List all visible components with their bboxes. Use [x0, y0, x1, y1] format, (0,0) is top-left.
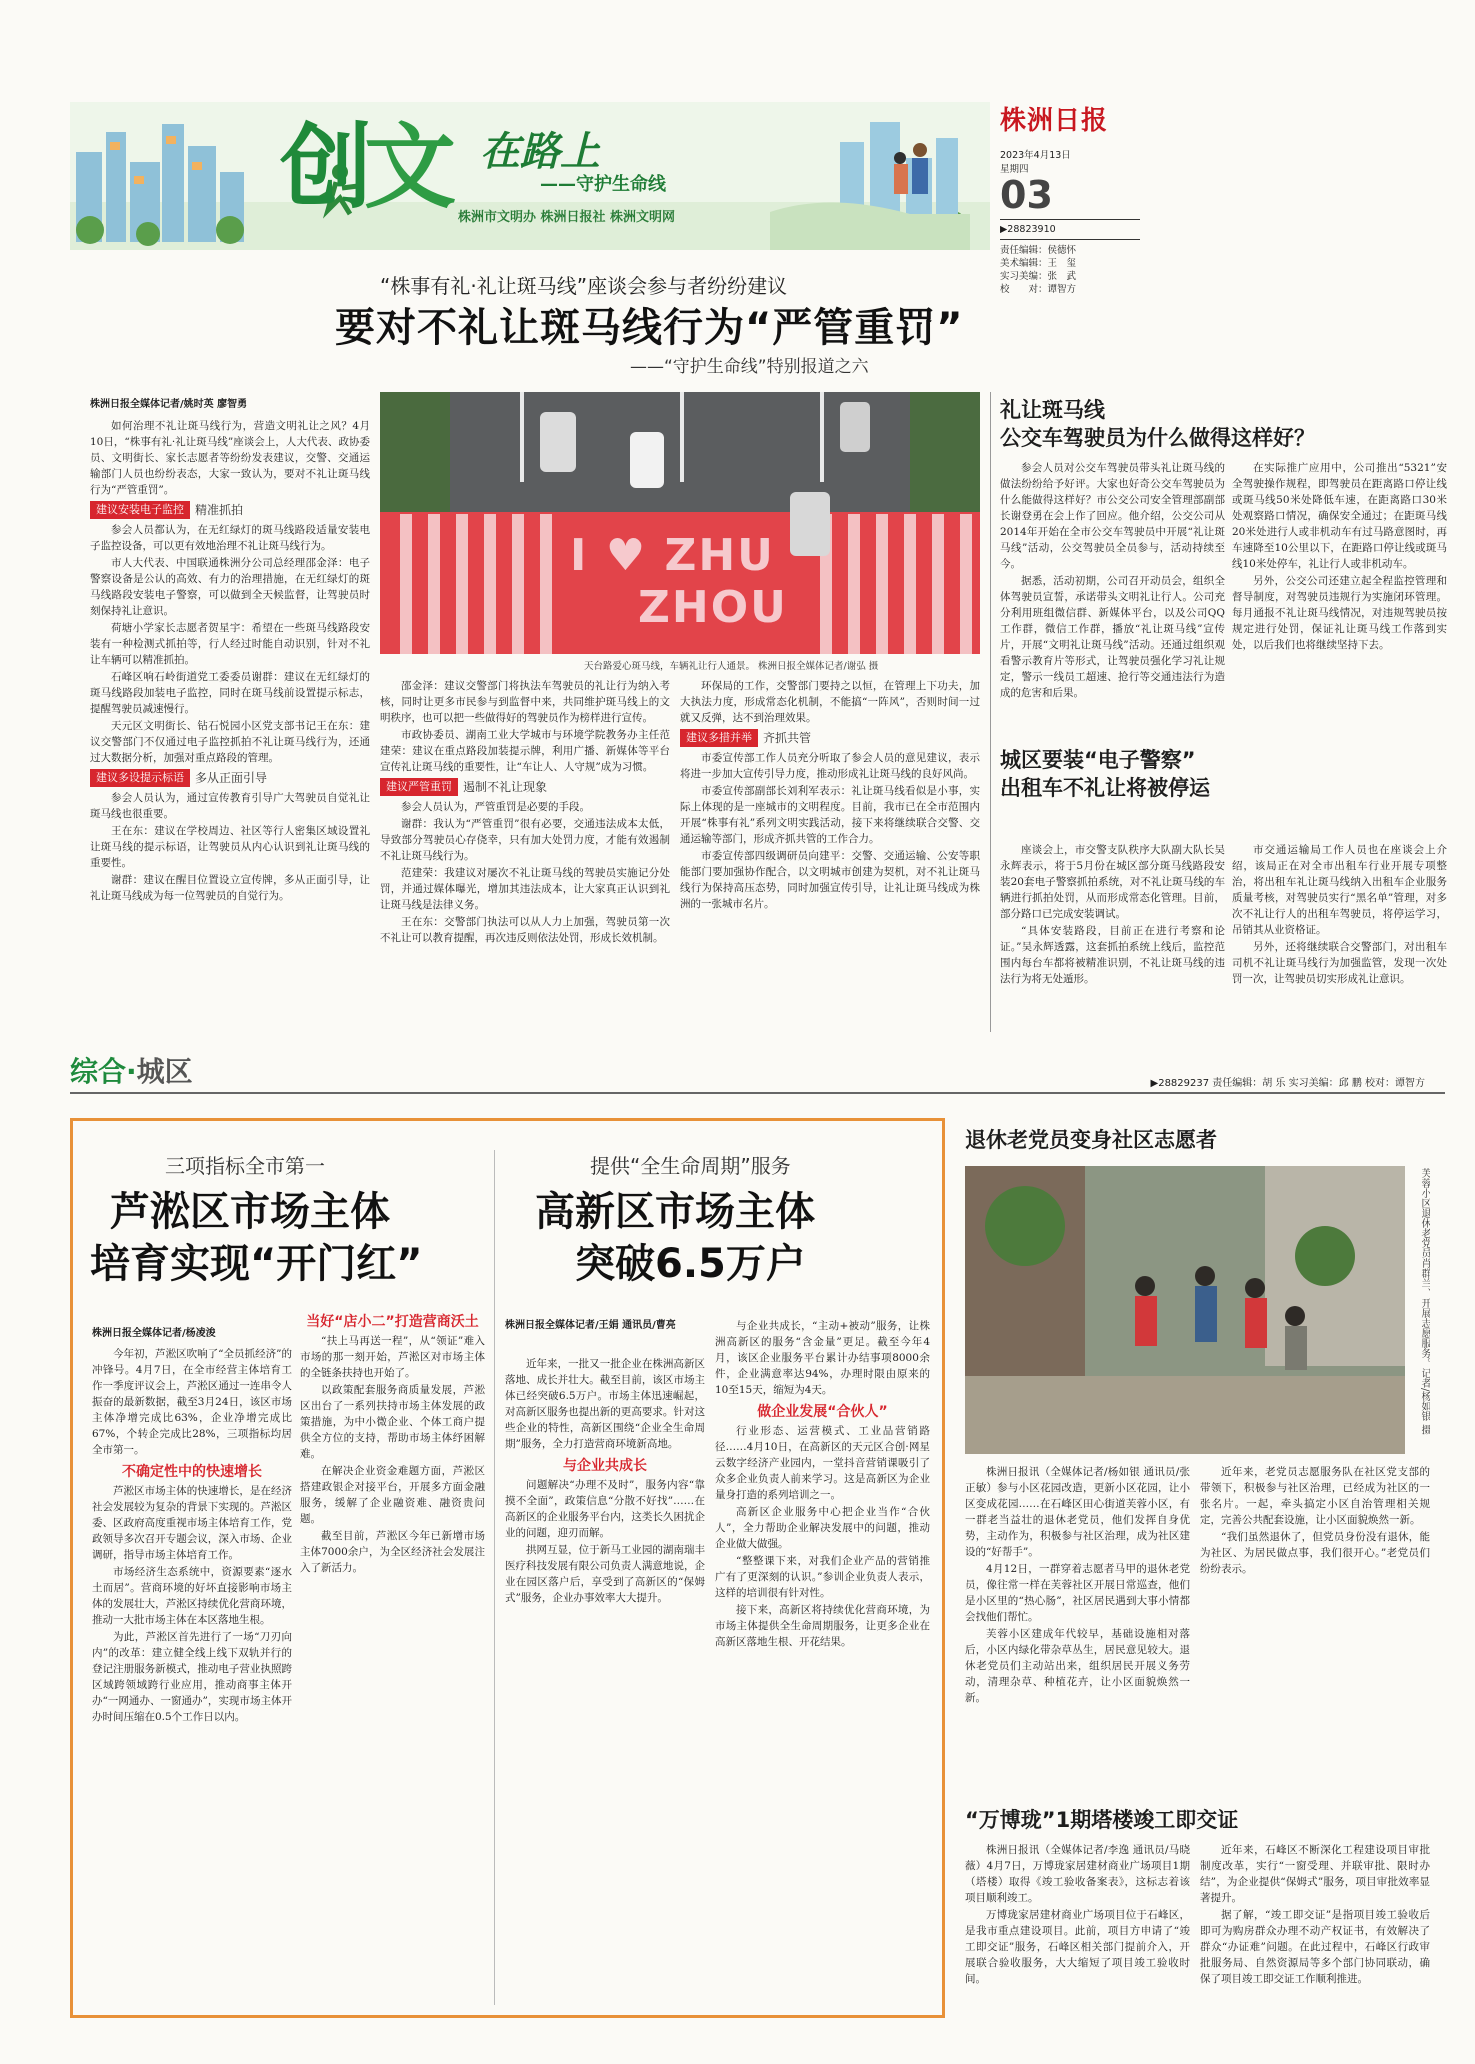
- taxi-column-2: [1232, 842, 1447, 1032]
- wanbolong-paragraph: 据了解，“竣工即交证”是指项目竣工验收后即可为购房群众办理不动产权证书，有效解决了群众“办证难”问题。在此过程中，石峰区行政审批服务局、自然资源局等多个部门协同联动，确保了项目竣工即交证工作顺利推进。: [1200, 1909, 1430, 1985]
- editor-line-4: 校 对：谭智方: [1000, 284, 1077, 295]
- gaoxin-byline: 株洲日报全媒体记者/王娟 通讯员/曹亮: [505, 1320, 676, 1331]
- wanbolong-paragraph: 近年来，石峰区不断深化工程建设项目审批制度改革，实行“一窗受理、并联审批、限时办结”，为企业提供“保姆式”服务，项目审批效率显著提升。: [1200, 1844, 1430, 1904]
- lead-paragraph: 石峰区响石岭街道党工委委员谢群：建议在无红绿灯的斑马线路段加装电子监控，同时在斑马线前设置提示标志，提醒驾驶员减速慢行。: [90, 671, 370, 715]
- gaoxin-paragraph: 问题解决“办理不及时”，服务内容“靠摸不全面”，政策信息“分散不好找”……在高新区的企业服务平台内，这类长久困扰企业的问题，迎刃而解。: [505, 1479, 705, 1539]
- subhead-tag: 建议多设提示标语: [90, 769, 190, 787]
- gaoxin-paragraph: 行业形态、运营模式、工业品营销路径……4月10日，在高新区的天元区合创·网星云数字经济产业园内，一堂抖音营销课吸引了众多企业负责人前来学习。这是高新区为企业量身打造的系列培训之一。: [715, 1425, 930, 1501]
- gaoxin-paragraph: 拱网互显，位于新马工业园的湖南瑞丰医疗科技发展有限公司负责人满意地说，企业在园区落户后，享受到了高新区的“保姆式”服务，企业办事效率大大提升。: [505, 1544, 705, 1604]
- dot-head-text: 当好“店小二”打造营商沃土: [306, 1314, 479, 1330]
- gaoxin-paragraph: “整整课下来，对我们企业产品的营销推广有了更深刻的认识。”参训企业负责人表示，这样的培训很有针对性。: [715, 1555, 930, 1599]
- taxi-paragraph: 另外，还将继续联合交警部门，对出租车司机不礼让斑马线行为加强监管，发现一次处罚一次，让驾驶员切实形成礼让意识。: [1232, 941, 1447, 985]
- subhead-2: [90, 769, 370, 787]
- lusong-paragraph: 为此，芦淞区首先进行了一场“刀刃向内”的改革：建立健全线上线下双轨并行的登记注册服务新模式，推动电子营业执照跨区域跨领域跨行业应用，推动商事主体开办“一网通办、一窗通办”，实现市场主体开办时间压缩在0.5个工作日以内。: [92, 1631, 292, 1723]
- gaoxin-kicker: 提供“全生命周期”服务: [590, 1154, 791, 1178]
- lusong-paragraph: 截至目前，芦淞区今年已新增市场主体7000余户，为全区经济社会发展注入了新活力。: [300, 1530, 485, 1574]
- gaoxin-dot-head-1: [505, 1458, 705, 1474]
- section-info: ▶28829237 责任编辑：胡 乐 实习美编：邱 鹏 校对：谭智方: [1150, 1078, 1425, 1089]
- lead-column-1: [90, 418, 370, 1028]
- gaoxin-column-2: [715, 1318, 930, 2008]
- section-bar: [70, 1048, 1445, 1098]
- bus-column-1: [1000, 460, 1225, 720]
- lead-paragraph: 王在东：建议在学校周边、社区等行人密集区域设置礼让斑马线的提示标语，让驾驶员从内心认识到礼让斑马线的重要性。: [90, 825, 370, 869]
- lead-byline: 株洲日报全媒体记者/姚时英 廖智勇: [90, 399, 248, 410]
- volunteer-paragraph: 近年来，老党员志愿服务队在社区党支部的带领下，积极参与社区治理，已经成为社区的一张名片。一起，牵头搞定小区自治管理相关规定，完善公共配套设施，让小区面貌焕然一新。: [1200, 1466, 1430, 1526]
- lead-paragraph: 如何治理不礼让斑马线行为，营造文明礼让之风？4月10日，“株事有礼·礼让斑马线”座谈会上，人大代表、政协委员、文明街长、家长志愿者等纷纷发表建议，交警、交通运输部门人员也纷纷表态，大家一致认为，要对不礼让斑马线行为“严管重罚”。: [90, 420, 370, 496]
- lead-photo: [380, 392, 980, 654]
- subhead-1: [90, 501, 370, 519]
- volunteer-paragraph: 株洲日报讯（全媒体记者/杨如银 通讯员/张正敏）参与小区花园改造，更新小区花园，让小区变成花园……在石峰区田心街道芙蓉小区，有一群老当益壮的退休老党员，他们发挥自身优势，主动作为，积极参与社区治理，成为社区建设的“好帮手”。: [965, 1466, 1190, 1558]
- volunteer-paragraph: 芙蓉小区建成年代较早，基础设施相对落后，小区内绿化带杂草丛生，居民意见较大。退休老党员们主动站出来，组织居民开展义务劳动，清理杂草、种植花卉，让小区面貌焕然一新。: [965, 1628, 1190, 1704]
- taxi-column-1: [1000, 842, 1225, 1032]
- volunteer-photo-caption: 芙蓉小区退休老党员肖群兰、开展志愿服务。记者/杨如银 摄: [1419, 1168, 1430, 1435]
- banner-slogan-sub: ——守护生命线: [540, 174, 666, 195]
- gaoxin-dot-head-2: [715, 1404, 930, 1420]
- bus-title-1: 礼让斑马线: [1000, 398, 1105, 422]
- volunteer-title: 退休老党员变身社区志愿者: [965, 1128, 1217, 1152]
- lusong-paragraph: 今年初，芦淞区吹响了“全员抓经济”的冲锋号。4月7日，在全市经营主体培育工作一季度评议会上，芦淞区通过一连串令人振奋的最新数据，截至3月24日，该区市场主体净增完成比63%，企业净增完成比67%，个转企完成比28%，三项指标均居全市第一。: [92, 1348, 292, 1456]
- section-label: [70, 1050, 193, 1090]
- lusong-byline: 株洲日报全媒体记者/杨凌浚: [92, 1328, 216, 1339]
- taxi-title-2: 出租车不礼让将被停运: [1000, 776, 1210, 800]
- subhead-rest: 齐抓共管: [763, 731, 812, 745]
- subhead-3: [380, 778, 670, 796]
- lead-paragraph: 市人大代表、中国联通株洲分公司总经理邵金泽：电子警察设备是公认的高效、有力的治理措施，在无红绿灯的斑马线路段安装电子警察，可以做到全天候监督，让驾驶员时刻保持礼让意识。: [90, 557, 370, 617]
- volunteer-paragraph: 4月12日，一群穿着志愿者马甲的退休老党员，像往常一样在芙蓉社区开展日常巡查，他们是小区里的“热心肠”，社区居民遇到大事小情都会找他们帮忙。: [965, 1563, 1190, 1623]
- gaoxin-paragraph: 近年来，一批又一批企业在株洲高新区落地、成长并壮大。截至目前，该区市场主体已经突破6.5万户。市场主体迅速崛起，对高新区服务也提出新的更高要求。针对这些企业的特性，高新区围绕“企业全生命周期”服务，全力打造营商环境新高地。: [505, 1358, 705, 1450]
- taxi-paragraph: “具体安装路段，目前正在进行考察和论证。”吴永辉透露，这套抓拍系统上线后，监控范围内每台车都将被精准识别，不礼让斑马线的违法行为将无处遁形。: [1000, 925, 1225, 985]
- volunteer-photo-illustration: [965, 1166, 1405, 1454]
- bus-paragraph: 参会人员对公交车驾驶员带头礼让斑马线的做法纷纷给予好评。大家也好奇公交车驾驶员为什么能做得这样好？市公交公司安全管理部副部长谢登勇在会上作了回应。他介绍，公交公司从2014年开始在全市公交车驾驶员中开展“礼让斑马线”活动，公交驾驶员全员参与，活动持续至今。: [1000, 462, 1225, 570]
- bus-paragraph: 在实际推广应用中，公司推出“5321”安全驾驶操作规程，即驾驶员在距离路口停让线或斑马线50米处降低车速，在距离路口30米处观察路口情况，确保安全通过；在距斑马线20米处进行人或非机动车有过马路意图时，再车速降至10公里以下，在距路口停让线或斑马线10米处停车，礼让行人或非机动车。: [1232, 462, 1447, 570]
- lusong-dot-head-1: [92, 1464, 292, 1480]
- lusong-paragraph: 市场经济生态系统中，资源要素“逐水土而居”。营商环境的好坏直接影响市场主体的发展壮大，芦淞区持续优化营商环境，推动一大批市场主体在本区落地生根。: [92, 1566, 292, 1626]
- gaoxin-headline-2: 突破6.5万户: [575, 1241, 806, 1287]
- lusong-kicker: 三项指标全市第一: [165, 1154, 325, 1178]
- wanbolong-paragraph: 万博珑家居建材商业广场项目位于石峰区，是我市重点建设项目。此前，项目方申请了“竣工即交证”服务，石峰区相关部门提前介入，开展联合验收服务，大大缩短了项目竣工验收时间。: [965, 1909, 1190, 1985]
- lead-paragraph: 参会人员认为，通过宣传教育引导广大驾驶员自觉礼让斑马线也很重要。: [90, 792, 370, 820]
- lead-paragraph: 谢群：建议在醒目位置设立宣传牌，多从正面引导，让礼让斑马线成为每一位驾驶员的自觉行为。: [90, 874, 370, 902]
- lead-kicker: “株事有礼·礼让斑马线”座谈会参与者纷纷建议: [380, 274, 788, 298]
- subhead-rest: 遏制不礼让现象: [463, 780, 548, 794]
- lead-paragraph: 市委宣传部工作人员充分听取了参会人员的意见建议，表示将进一步加大宣传引导力度，推动形成礼让斑马线的良好风尚。: [680, 752, 980, 780]
- wanbolong-title: “万博珑”1期塔楼竣工即交证: [965, 1808, 1239, 1832]
- lusong-paragraph: 芦淞区市场主体的快速增长，是在经济社会发展较为复杂的背景下实现的。芦淞区委、区政府高度重视市场主体培育工作，党政领导多次召开专题会议，深入市场、企业调研，指导市场主体培育工作。: [92, 1485, 292, 1561]
- issue-date: 2023年4月13日: [1000, 150, 1071, 161]
- banner: [70, 102, 990, 250]
- banner-title: [280, 112, 448, 222]
- lead-paragraph: 天元区文明街长、钻石悦园小区党支部书记王在东：建议交警部门不仅通过电子监控抓拍不礼让斑马线行为，还通过大数据分析，加强对重点路段的管理。: [90, 720, 370, 764]
- dot-head-text: 不确定性中的快速增长: [122, 1464, 262, 1480]
- lead-paragraph: 谢群：我认为“严管重罚”很有必要，交通违法成本太低，导致部分驾驶员心存侥幸，只有加大处罚力度，才能有效遏制不礼让斑马线行为。: [380, 818, 670, 862]
- wanbolong-column-1: [965, 1842, 1190, 2012]
- lead-column-2: [380, 678, 670, 1028]
- gaoxin-headline-1: 高新区市场主体: [535, 1189, 815, 1235]
- volunteer-column-1: [965, 1464, 1190, 1794]
- photo-text-1: I ♥ ZHU: [570, 530, 775, 581]
- section-separator: ·: [126, 1055, 137, 1088]
- bus-paragraph: 据悉，活动初期，公司召开动员会，组织全体驾驶员宣誓，承诺带头文明礼让行人。公司充分利用班组微信群、新媒体平台，以及公司QQ工作群，微信工作群，播放“礼让斑马线”宣传片，开展“文明礼让斑马线”活动。还通过组织观看警示教育片等形式，让驾驶员强化学习礼让规定，警示一线员工超速、抢行等交通违法行为造成的危害和后果。: [1000, 575, 1225, 699]
- lead-paragraph: 参会人员认为，严管重罚是必要的手段。: [401, 801, 590, 813]
- lead-paragraph: 参会人员都认为，在无红绿灯的斑马线路段适量安装电子监控设备，可以更有效地治理不礼让斑马线行为。: [90, 524, 370, 552]
- wanbolong-column-2: [1200, 1842, 1430, 2012]
- dot-head-text: 做企业发展“合伙人”: [757, 1404, 888, 1420]
- lusong-headline-2: 培育实现“开门红”: [90, 1241, 423, 1287]
- gaoxin-paragraph: 高新区企业服务中心把企业当作“合伙人”，全力帮助企业解决发展中的问题，推动企业做大做强。: [715, 1506, 930, 1550]
- bus-title-2: 公交车驾驶员为什么做得这样好？: [1000, 426, 1315, 450]
- taxi-title-1: 城区要装“电子警察”: [1000, 748, 1196, 772]
- masthead: [1000, 100, 1140, 320]
- lusong-column-2: [300, 1308, 485, 2008]
- lusong-paragraph: 在解决企业资金难题方面，芦淞区搭建政银企对接平台，开展多方面金融服务，缓解了企业融资难、融资贵问题。: [300, 1465, 485, 1525]
- editor-line-3: 实习美编：张 武: [1000, 271, 1077, 282]
- lead-column-3: [680, 678, 980, 1028]
- section-label-1: 综合: [70, 1055, 127, 1088]
- volunteer-column-2: [1200, 1464, 1430, 1794]
- lead-paragraph: 市政协委员、湖南工业大学城市与环境学院教务办主任范建荣：建议在重点路段加装提示牌，利用广播、新媒体等平台宣传礼让斑马线的重要性，让“车让人、人守规”成为习惯。: [380, 729, 670, 773]
- lusong-paragraph: 以政策配套服务商质量发展，芦淞区出台了一系列扶持市场主体发展的政策措施，为中小微企业、个体工商户提供全方位的支持，帮助市场主体纾困解难。: [300, 1384, 485, 1460]
- taxi-paragraph: 市交通运输局工作人员也在座谈会上介绍，该局正在对全市出租车行业开展专项整治，将出租车礼让斑马线纳入出租车企业服务质量考核，对驾驶员实行“黑名单”管理，对多次不礼让行人的出租车驾驶员，将停运学习，吊销其从业资格证。: [1232, 844, 1447, 936]
- photo-caption: 天台路爱心斑马线，车辆礼让行人通景。 株洲日报全媒体记者/谢弘 摄: [584, 661, 879, 672]
- lead-headline: 要对不礼让斑马线行为“严管重罚”: [335, 305, 964, 351]
- page-number: 03: [1000, 173, 1053, 217]
- editor-line-2: 美术编辑：王 玺: [1000, 258, 1077, 269]
- gaoxin-column-1: [505, 1356, 705, 2006]
- subhead-rest: 多从正面引导: [195, 771, 268, 785]
- subhead-4: [680, 729, 980, 747]
- bus-paragraph: 另外，公交公司还建立起全程监控管理和督导制度，对驾驶员违规行为实施闭环管理。每月通报不礼让斑马线情况，对违规驾驶员按规定进行处罚，保证礼让斑马线工作落到实处，以后我们也将继续坚持下去。: [1232, 575, 1447, 651]
- banner-char-1: 创: [280, 113, 365, 221]
- lusong-column-1: [92, 1346, 292, 2006]
- section-label-2: 城区: [136, 1055, 193, 1088]
- editor-line-1: 责任编辑：侯德怀: [1000, 245, 1077, 256]
- subhead-tag: 建议安装电子监控: [90, 501, 190, 519]
- lead-paragraph: 王在东：交警部门执法可以从人力上加强，驾驶员第一次不礼让可以教育提醒，再次违反则依法处罚，形成长效机制。: [380, 916, 670, 944]
- dot-head-text: 与企业共成长: [563, 1458, 647, 1474]
- lead-paragraph: 荷塘小学家长志愿者贺星宇：希望在一些斑马线路段安装有一种检测式抓拍等，行人经过时能自动识别，针对不礼让车辆可以精准抓拍。: [90, 622, 370, 666]
- lead-paragraph: 市委宣传部四级调研员向建平：交警、交通运输、公安等职能部门要加强协作配合，以文明城市创建为契机，对不礼让斑马线行为保持高压态势，同时加强宣传引导，让礼让斑马线成为株洲的一张城市名片。: [680, 850, 980, 910]
- paper-name: 株洲日报: [1000, 106, 1109, 136]
- wanbolong-paragraph: 株洲日报讯（全媒体记者/李逸 通讯员/马晓薇）4月7日，万博珑家居建材商业广场项目1期（塔楼）取得《竣工验收备案表》，这标志着该项目顺利竣工。: [965, 1844, 1190, 1904]
- gaoxin-paragraph: 接下来，高新区将持续优化营商环境，为市场主体提供全生命周期服务，让更多企业在高新区落地生根、开花结果。: [715, 1604, 930, 1648]
- lead-paragraph: 环保局的工作，交警部门要持之以恒，在管理上下功夫，加大执法力度，形成常态化机制，不能搞“一阵风”，否则时间一过就又反弹，达不到治理效果。: [680, 680, 980, 724]
- volunteer-photo: [965, 1166, 1405, 1454]
- taxi-paragraph: 座谈会上，市交警支队秩序大队副大队长吴永辉表示，将于5月份在城区部分斑马线路段安装20套电子警察抓拍系统，对不礼让斑马线的车辆进行抓拍处罚，从而形成常态化管理。目前，部分路口已完成安装调试。: [1000, 844, 1225, 920]
- lusong-paragraph: “扶上马再送一程”，从“领证”难入市场的那一刻开始，芦淞区对市场主体的全链条扶持也开始了。: [300, 1335, 485, 1379]
- hotline: ▶28823910: [1000, 224, 1056, 235]
- lead-paragraph: 市委宣传部副部长刘利军表示：礼让斑马线看似是小事，实际上体现的是一座城市的文明程度。目前，我市已在全市范围内开展“株事有礼”系列文明实践活动，接下来将继续联合交警、交通运输等部门，形成齐抓共管的工作合力。: [680, 785, 980, 845]
- banner-slogan: 在路上: [480, 129, 600, 175]
- bus-column-2: [1232, 460, 1447, 720]
- subhead-tag: 建议多措并举: [680, 729, 758, 747]
- lead-paragraph: 邵金泽：建议交警部门将执法车驾驶员的礼让行为纳入考核，同时让更多市民参与到监督中来，共同维护斑马线上的文明秩序，也可以把一些做得好的驾驶员作为榜样进行宣传。: [380, 680, 670, 724]
- lusong-dot-head-2: [300, 1314, 485, 1330]
- lead-paragraph: 范建荣：我建议对屡次不礼让斑马线的驾驶员实施记分处罚，并通过媒体曝光，增加其违法成本，让大家真正认识到礼让斑马线是法律义务。: [380, 867, 670, 911]
- lead-subhead: ——“守护生命线”特别报道之六: [630, 357, 869, 377]
- volunteer-paragraph: “我们虽然退休了，但党员身份没有退休，能为社区、为居民做点事，我们很开心。”老党员们纷纷表示。: [1200, 1531, 1430, 1575]
- issue-weekday: 星期四: [1000, 164, 1029, 175]
- subhead-tag: 建议严管重罚: [380, 778, 458, 796]
- photo-text-2: ZHOU: [638, 582, 788, 633]
- lusong-headline-1: 芦淞区市场主体: [110, 1189, 390, 1235]
- banner-sponsors: 株洲市文明办 株洲日报社 株洲文明网: [458, 210, 676, 225]
- gaoxin-paragraph: 与企业共成长，“主动+被动”服务，让株洲高新区的服务“含金量”更足。截至今年4月，该区企业服务平台累计办结事项8000余件，企业满意率达94%，办理时限由原来的10至15天，缩短为4天。: [715, 1320, 930, 1396]
- subhead-rest: 精准抓拍: [195, 503, 244, 517]
- banner-char-2: 文: [364, 113, 449, 221]
